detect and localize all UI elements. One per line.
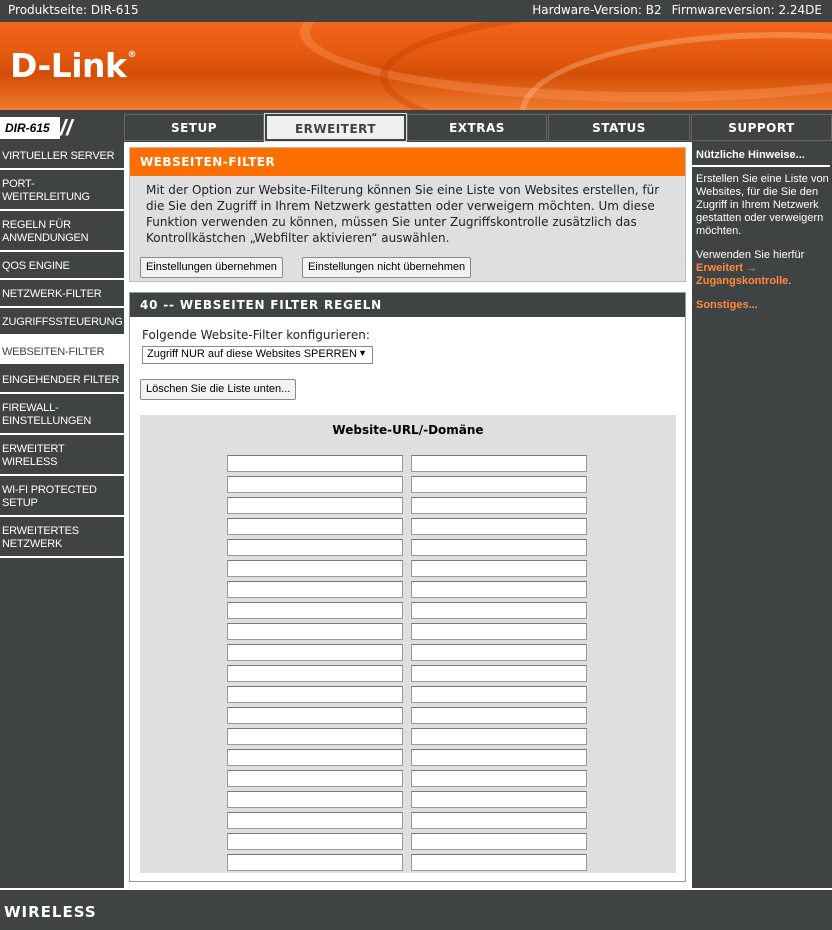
url-input[interactable] — [411, 476, 587, 493]
model-name: DIR-615 — [0, 117, 60, 139]
tab-status[interactable]: STATUS — [548, 114, 690, 141]
product-page-link[interactable]: Produktseite: DIR-615 — [8, 3, 139, 17]
url-input[interactable] — [227, 686, 403, 703]
url-input[interactable] — [227, 728, 403, 745]
dropdown-arrow-icon: ▼ — [358, 348, 367, 358]
sidebar-item-webseiten-filter[interactable]: WEBSEITEN-FILTER — [0, 336, 124, 366]
url-input[interactable] — [411, 770, 587, 787]
main-navigation — [0, 112, 832, 141]
hints-text-1: Erstellen Sie eine Liste von Websites, für die Sie den Zugriff in Ihrem Netzwerk gestatten oder verweigern möchten. — [696, 173, 829, 237]
url-input[interactable] — [411, 623, 587, 640]
sidebar-item-zugriffssteuerung[interactable]: ZUGRIFFSSTEUERUNG — [0, 308, 124, 336]
url-input[interactable] — [411, 707, 587, 724]
sidebar-item-firewall-einstellungen[interactable]: FIREWALL-EINSTELLUNGEN — [0, 394, 124, 435]
version-info — [532, 3, 822, 17]
hints-divider — [692, 165, 830, 167]
sidebar-item-eingehender-filter[interactable]: EINGEHENDER FILTER — [0, 366, 124, 394]
url-input[interactable] — [227, 602, 403, 619]
access-control-link[interactable]: Erweitert → Zugangskontrolle — [696, 262, 789, 287]
hints-title: Nützliche Hinweise... — [696, 149, 805, 161]
url-input[interactable] — [227, 581, 403, 598]
url-input[interactable] — [411, 833, 587, 850]
url-input[interactable] — [411, 560, 587, 577]
configure-filter-label: Folgende Website-Filter konfigurieren: — [142, 328, 370, 342]
sidebar-item-netzwerk-filter[interactable]: NETZWERK-FILTER — [0, 280, 124, 308]
filter-mode-value: Zugriff NUR auf diese Websites SPERREN — [147, 348, 357, 360]
tab-setup[interactable]: SETUP — [124, 114, 264, 141]
url-input[interactable] — [227, 539, 403, 556]
url-input[interactable] — [227, 770, 403, 787]
url-input[interactable] — [227, 749, 403, 766]
url-input[interactable] — [227, 518, 403, 535]
url-input[interactable] — [227, 497, 403, 514]
url-input[interactable] — [411, 728, 587, 745]
url-input[interactable] — [411, 539, 587, 556]
url-input[interactable] — [227, 812, 403, 829]
sidebar-item-port-weiterleitung[interactable]: PORT-WEITERLEITUNG — [0, 170, 124, 211]
more-hints-link[interactable]: Sonstiges... — [696, 299, 758, 311]
url-input[interactable] — [227, 476, 403, 493]
filter-rules-box — [129, 292, 686, 882]
url-input[interactable] — [227, 455, 403, 472]
webfilter-title: WEBSEITEN-FILTER — [130, 148, 685, 176]
webfilter-description: Mit der Option zur Website-Filterung können Sie eine Liste von Websites erstellen, für die Sie den Zugriff in Ihrem Netzwerk gestatten oder verweigern möchten. Um diese Funktion verwenden zu können, müssen Sie unter Zugriffskontrolle zusätzlich das Kontrollkästchen „Webfilter aktivieren“ auswählen. — [146, 183, 660, 245]
url-input[interactable] — [411, 686, 587, 703]
url-input[interactable] — [411, 749, 587, 766]
url-input[interactable] — [227, 791, 403, 808]
model-slashes-decoration: / / — [60, 115, 70, 140]
hints-text-2: Verwenden Sie hierfür Erweitert → Zugangskontrolle. — [696, 249, 805, 287]
sidebar-item-wifi-protected-setup[interactable]: WI-FI PROTECTED SETUP — [0, 476, 124, 517]
sidebar-item-erweitert-wireless[interactable]: ERWEITERT WIRELESS — [0, 435, 124, 476]
url-input[interactable] — [411, 854, 587, 871]
tab-erweitert[interactable]: ERWEITERT — [265, 114, 406, 141]
clear-list-button[interactable]: Löschen Sie die Liste unten... — [140, 379, 296, 400]
sidebar-item-virtueller-server[interactable]: VIRTUELLER SERVER — [0, 142, 124, 170]
url-input[interactable] — [227, 665, 403, 682]
wireless-logo: WIRELESS — [4, 903, 97, 921]
sidebar-item-regeln-fuer-anwendungen[interactable]: REGELN FÜR ANWENDUNGEN — [0, 211, 124, 252]
footer — [0, 888, 832, 930]
url-input[interactable] — [411, 497, 587, 514]
discard-settings-button[interactable]: Einstellungen nicht übernehmen — [302, 257, 471, 278]
filter-rules-title: 40 -- WEBSEITEN FILTER REGELN — [130, 293, 685, 317]
url-input[interactable] — [411, 602, 587, 619]
main-content — [124, 142, 692, 888]
url-column-header: Website-URL/-Domäne — [332, 423, 484, 437]
header-banner — [0, 22, 832, 110]
sidebar-menu — [0, 142, 124, 558]
url-input[interactable] — [411, 518, 587, 535]
url-input[interactable] — [411, 581, 587, 598]
url-input[interactable] — [227, 560, 403, 577]
url-table — [140, 415, 676, 873]
url-input[interactable] — [227, 623, 403, 640]
filter-mode-select[interactable] — [142, 346, 373, 364]
model-label — [0, 115, 122, 141]
dlink-logo[interactable]: D-Link® — [10, 46, 136, 85]
firmware-version: Firmwareversion: 2.24DE — [671, 3, 822, 17]
url-input[interactable] — [411, 791, 587, 808]
top-info-bar — [0, 0, 832, 22]
tab-extras[interactable]: EXTRAS — [407, 114, 547, 141]
sidebar-item-qos-engine[interactable]: QOS ENGINE — [0, 252, 124, 280]
webfilter-info-box — [129, 147, 686, 282]
hardware-version: Hardware-Version: B2 — [532, 3, 662, 17]
url-input[interactable] — [411, 665, 587, 682]
url-input[interactable] — [411, 455, 587, 472]
tab-support[interactable]: SUPPORT — [691, 114, 832, 141]
url-input[interactable] — [411, 644, 587, 661]
url-input[interactable] — [411, 812, 587, 829]
url-input[interactable] — [227, 644, 403, 661]
url-input[interactable] — [227, 707, 403, 724]
url-input[interactable] — [227, 833, 403, 850]
settings-button-row — [140, 255, 471, 278]
sidebar-item-erweitertes-netzwerk[interactable]: ERWEITERTES NETZWERK — [0, 517, 124, 558]
url-input[interactable] — [227, 854, 403, 871]
save-settings-button[interactable]: Einstellungen übernehmen — [140, 257, 283, 278]
